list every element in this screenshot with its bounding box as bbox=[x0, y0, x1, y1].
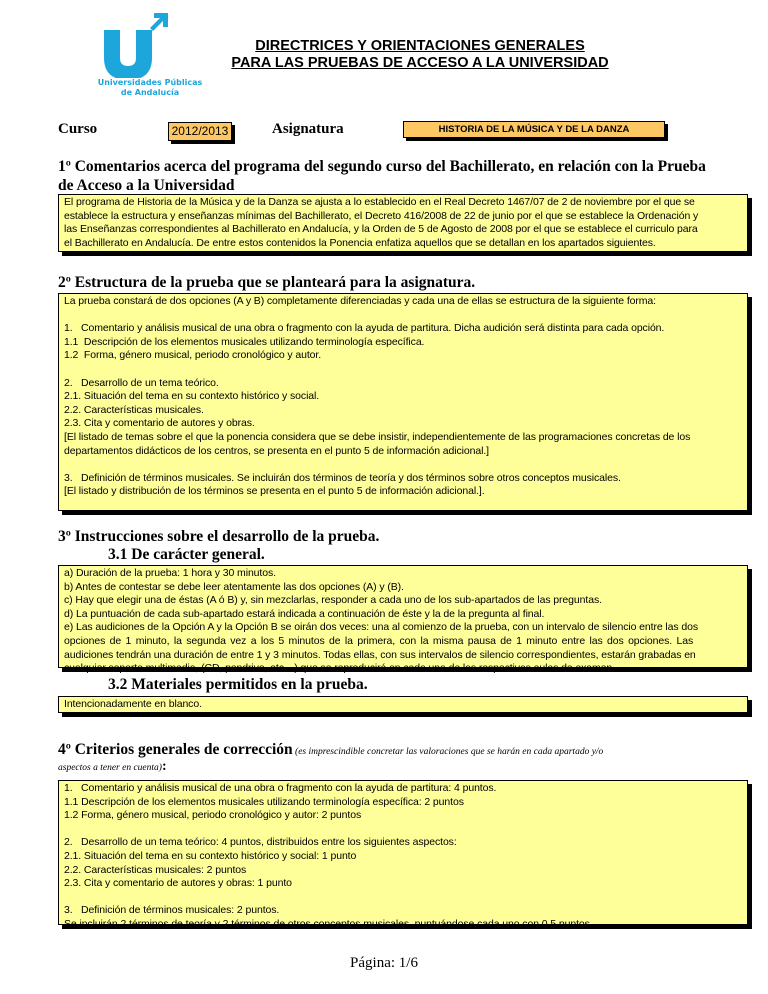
section4-heading bbox=[58, 740, 758, 775]
section3-1-e-line: audiciones tendrán una duración de entre 1 y 3 minutos. Todas ellas, con sus intervalos de silencio correspondientes, estarán grabadas en bbox=[64, 648, 696, 661]
section2-part2-line: 2. Desarrollo de un tema teórico. bbox=[64, 376, 219, 389]
section4-part2-line: 2. Desarrollo de un tema teórico: 4 puntos, distribuidos entre los siguientes aspectos: bbox=[64, 836, 457, 849]
section3-1-heading: 3.1 De carácter general. bbox=[108, 546, 265, 563]
document-title-line1: DIRECTRICES Y ORIENTACIONES GENERALES bbox=[255, 38, 585, 54]
section3-1-line: c) Hay que elegir una de éstas (A ó B) y, sin mezclarlas, responder a cada uno de los sub-apartados de las preguntas. bbox=[64, 594, 602, 607]
logo-caption bbox=[80, 78, 220, 98]
section3-1-e-line: cualquier soporte multimedia, (CD, pendrive, etc…) que se reproducirá en cada una de las respectivas aulas de examen. bbox=[64, 662, 615, 675]
section3-1-e-line: opciones de 1 minuto, la segunda vez a los 5 minutos de la primera, con la misma pausa de 1 minuto entre las dos opciones. Las bbox=[64, 634, 694, 647]
section3-1-line: a) Duración de la prueba: 1 hora y 30 minutos. bbox=[64, 567, 276, 579]
section4-heading-note-line2: aspectos a tener en cuenta) bbox=[58, 763, 162, 773]
universidades-andalucia-u-arrow-logo-icon bbox=[90, 12, 210, 78]
section4-part1-line: 1.2 Forma, género musical, periodo cronológico y autor: 2 puntos bbox=[64, 809, 362, 822]
section2-part1-line: 1. Comentario y análisis musical de una obra o fragmento con la ayuda de partitura. Dicha audición será distinta para cada opción. bbox=[64, 322, 665, 335]
section3-1-line: d) La puntuación de cada sub-apartado estará indicada a continuación de éste y la de la pregunta al final. bbox=[64, 607, 545, 620]
section4-part2-line: 2.1. Situación del tema en su contexto histórico y social: 1 punto bbox=[64, 849, 357, 862]
section3-1-line: b) Antes de contestar se debe leer atentamente las dos opciones (A) y (B). bbox=[64, 580, 404, 593]
section2-part2-line: departamentos didácticos de los centros, se presenta en el punto 5 de información adicional.] bbox=[64, 444, 489, 457]
section3-1-e-line: e) Las audiciones de la Opción A y la Opción B se oirán dos veces: una al comienzo de la prueba, con un intervalo de silencio entre las dos bbox=[64, 621, 698, 634]
section2-intro: La prueba constará de dos opciones (A y B) completamente diferenciadas y cada una de ellas se estructura de la siguiente forma: bbox=[64, 295, 656, 307]
section4-part1-line: 1. Comentario y análisis musical de una obra o fragmento con la ayuda de partitura: 4 puntos. bbox=[64, 782, 497, 794]
section4-part3-line: 3. Definición de términos musicales: 2 puntos. bbox=[64, 904, 280, 917]
section3-heading: 3º Instrucciones sobre el desarrollo de la prueba. bbox=[58, 528, 380, 545]
section1-line: establece la estructura y enseñanzas mínimas del Bachillerato, el Decreto 416/2008 de 22 de junio por el que se establece la Ordenación y bbox=[64, 209, 699, 222]
section1-heading bbox=[58, 157, 758, 195]
section2-part3-line: 3. Definición de términos musicales. Se incluirán dos términos de teoría y dos términos sobre otros conceptos musicales. bbox=[64, 471, 621, 484]
section1-line: las Enseñanzas correspondientes al Bachillerato en Andalucía, y la Orden de 5 de Agosto de 2008 por el que se establece el curriculo para bbox=[64, 223, 698, 236]
logo-caption-line1: Universidades Públicas bbox=[97, 78, 203, 87]
university-logo bbox=[80, 12, 203, 102]
section4-part2-line: 2.2. Características musicales: 2 puntos bbox=[64, 863, 247, 876]
section4-part1-line: 1.1 Descripción de los elementos musicales utilizando terminología específica: 2 puntos bbox=[64, 795, 464, 808]
page-number: Página: 1/6 bbox=[350, 955, 418, 971]
curso-label: Curso bbox=[58, 121, 98, 137]
section3-2-heading: 3.2 Materiales permitidos en la prueba. bbox=[108, 676, 368, 693]
document-title-line2: PARA LAS PRUEBAS DE ACCESO A LA UNIVERSIDAD bbox=[231, 55, 609, 71]
section2-part2-line: 2.2. Características musicales. bbox=[64, 403, 204, 416]
section1-heading-line1: 1º Comentarios acerca del programa del segundo curso del Bachillerato, en relación con la Prueba bbox=[58, 158, 706, 175]
document-title bbox=[200, 38, 640, 72]
section4-heading-colon: : bbox=[161, 759, 167, 774]
section1-heading-line2: de Acceso a la Universidad bbox=[58, 177, 235, 194]
section2-part3-line: [El listado y distribución de los términos se presenta en el punto 5 de información adicional.]. bbox=[64, 485, 485, 498]
section4-heading-text: 4º Criterios generales de corrección bbox=[58, 741, 293, 758]
section3-1-note-box bbox=[58, 565, 748, 675]
section4-part3-line: Se incluirán 2 términos de teoría y 2 términos de otros conceptos musicales, puntuándose cada uno con 0,5 puntos. bbox=[64, 917, 593, 930]
asignatura-value-field: HISTORIA DE LA MÚSICA Y DE LA DANZA bbox=[403, 121, 665, 138]
asignatura-label: Asignatura bbox=[272, 121, 344, 137]
section3-2-text: Intencionadamente en blanco. bbox=[64, 698, 202, 710]
section2-part1-line: 1.1 Descripción de los elementos musicales utilizando terminología específica. bbox=[64, 335, 425, 348]
section4-part2-line: 2.3. Cita y comentario de autores y obras: 1 punto bbox=[64, 877, 292, 890]
section2-part2-line: [El listado de temas sobre el que la ponencia considera que se debe insistir, independientemente de las programaciones concretas de los bbox=[64, 430, 691, 443]
section2-part1-line: 1.2 Forma, género musical, periodo cronológico y autor. bbox=[64, 349, 322, 362]
section2-note-box bbox=[58, 293, 748, 511]
section4-heading-note: (es imprescindible concretar las valoraciones que se harán en cada apartado y/o bbox=[292, 747, 604, 757]
curso-value-field: 2012/2013 bbox=[168, 122, 232, 141]
section4-note-box bbox=[58, 780, 748, 930]
section3-2-note-box bbox=[58, 696, 748, 713]
section2-heading: 2º Estructura de la prueba que se planteará para la asignatura. bbox=[58, 274, 476, 291]
section1-line: el Bachillerato en Andalucía. De entre estos contenidos la Ponencia enfatiza aquellos que se detallan en los apartados siguientes. bbox=[64, 236, 656, 249]
section2-part2-line: 2.1. Situación del tema en su contexto histórico y social. bbox=[64, 390, 320, 403]
section2-part2-line: 2.3. Cita y comentario de autores y obras. bbox=[64, 417, 255, 430]
logo-caption-line2: de Andalucía bbox=[120, 88, 180, 97]
section1-line: El programa de Historia de la Música y de la Danza se ajusta a lo establecido en el Real Decreto 1467/07 de 2 de noviembre por el que se bbox=[64, 196, 695, 208]
section1-note-box bbox=[58, 194, 748, 252]
